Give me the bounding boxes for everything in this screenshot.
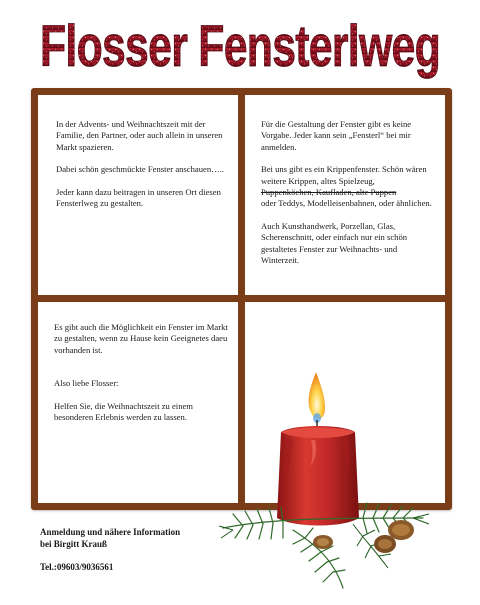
option-paragraph: Es gibt auch die Möglichkeit ein Fenster im Markt zu gestalten, wenn zu Hause kein Geeignetes daeu vorhanden ist. — [54, 322, 228, 355]
contact-person: bei Birgitt Krauß — [40, 538, 107, 549]
title-graphic — [0, 6, 480, 86]
panel-bottom-left — [38, 302, 238, 503]
crib-paragraph — [261, 164, 435, 210]
contribute-paragraph: Jeder kann dazu beitragen in unseren Ort diesen Fensterlweg zu gestalten. — [56, 186, 221, 209]
phone-number: Tel.:09603/9036561 — [40, 562, 114, 572]
crib-text-start: Bei uns gibt es ein Krippenfenster. Schön wären weitere Krippen, altes Spielzeug, — [261, 164, 427, 186]
panel-top-left — [38, 95, 238, 295]
crib-text-struck: Puppenköchen, Kaufladen, alte Puppen — [261, 187, 397, 198]
page-title — [0, 6, 480, 86]
crafts-paragraph: Auch Kunsthandwerk, Porzellan, Glas, Scherenschnitt, oder einfach nur ein schön gestaltetes Fenster zur Weihnachts- und Winterzeit. — [261, 220, 408, 266]
title-text: Flosser Fensterlweg — [40, 14, 440, 79]
closing-paragraph: Helfen Sie, die Weihnachtszeit zu einem besonderen Erlebnis werden zu lassen. — [54, 400, 193, 423]
crib-text-end: oder Teddys, Modelleisenbahnen, oder ähnlichen. — [261, 198, 432, 209]
registration-line: Anmeldung und nähere Information — [40, 527, 181, 537]
windows-paragraph: Dabei schön geschmückte Fenster anschauen….. — [56, 164, 225, 175]
greeting-paragraph: Also liebe Flosser: — [54, 378, 119, 389]
contact-info — [40, 527, 260, 574]
design-paragraph: Für die Gestaltung der Fenster gibt es keine Vorgabe. Jeder kann sein „Fensterl“ bei mir anmelden. — [261, 119, 412, 152]
intro-paragraph: In der Advents- und Weihnachtszeit mit der Familie, den Partner, oder auch allein in unseren Markt spazieren. — [56, 119, 223, 152]
panel-top-right — [245, 95, 445, 295]
